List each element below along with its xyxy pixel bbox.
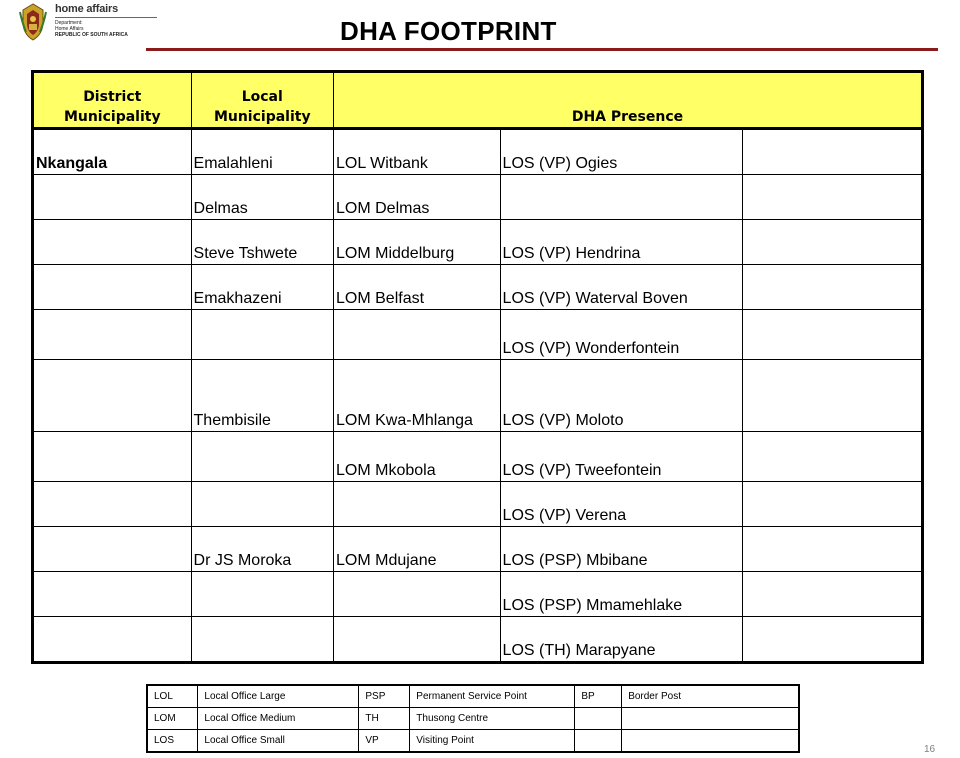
cell-district — [33, 527, 192, 572]
cell-district — [33, 310, 192, 360]
legend-abbrev — [575, 708, 622, 730]
legend-abbrev: VP — [359, 730, 410, 753]
cell-office — [334, 310, 501, 360]
legend-abbrev: PSP — [359, 685, 410, 708]
cell-service-point: LOS (VP) Waterval Boven — [500, 265, 743, 310]
table-row — [33, 175, 923, 220]
legend-abbrev — [575, 730, 622, 753]
table-row — [33, 527, 923, 572]
legend-meaning: Local Office Large — [198, 685, 359, 708]
cell-district — [33, 220, 192, 265]
cell-office: LOM Belfast — [334, 265, 501, 310]
legend-meaning: Local Office Small — [198, 730, 359, 753]
cell-extra — [743, 482, 923, 527]
table-row — [33, 572, 923, 617]
cell-local — [191, 310, 333, 360]
logo-divider — [55, 17, 157, 18]
cell-office: LOL Witbank — [334, 129, 501, 175]
legend-abbrev: LOM — [147, 708, 198, 730]
table-row — [33, 310, 923, 360]
cell-extra — [743, 572, 923, 617]
cell-local — [191, 482, 333, 527]
cell-extra — [743, 617, 923, 663]
cell-office — [334, 572, 501, 617]
cell-district — [33, 617, 192, 663]
cell-office: LOM Middelburg — [334, 220, 501, 265]
cell-service-point: LOS (VP) Wonderfontein — [500, 310, 743, 360]
cell-office — [334, 482, 501, 527]
table-row — [33, 617, 923, 663]
cell-service-point: LOS (VP) Ogies — [500, 129, 743, 175]
cell-extra — [743, 129, 923, 175]
logo-line-1: Department: — [55, 20, 83, 26]
cell-district — [33, 175, 192, 220]
cell-office: LOM Kwa-Mhlanga — [334, 360, 501, 432]
abbreviation-legend — [146, 684, 800, 753]
legend-meaning: Border Post — [622, 685, 799, 708]
logo-line-3: REPUBLIC OF SOUTH AFRICA — [55, 32, 128, 38]
cell-district — [33, 572, 192, 617]
cell-extra — [743, 220, 923, 265]
cell-extra — [743, 265, 923, 310]
table-row — [33, 360, 923, 432]
header-district-municipality: District Municipality — [33, 72, 192, 129]
table-row — [33, 432, 923, 482]
legend-meaning: Permanent Service Point — [410, 685, 575, 708]
cell-local — [191, 572, 333, 617]
legend-meaning: Visiting Point — [410, 730, 575, 753]
legend-row — [147, 685, 799, 708]
cell-district — [33, 482, 192, 527]
legend-row — [147, 730, 799, 753]
dha-presence-table — [31, 70, 924, 664]
page-title: DHA FOOTPRINT — [340, 16, 557, 46]
legend-meaning — [622, 730, 799, 753]
table-row — [33, 220, 923, 265]
cell-district: Nkangala — [33, 129, 192, 175]
header-dha-presence: DHA Presence — [334, 72, 923, 129]
cell-service-point — [500, 175, 743, 220]
cell-extra — [743, 310, 923, 360]
cell-local: Emakhazeni — [191, 265, 333, 310]
legend-row — [147, 708, 799, 730]
legend-meaning: Local Office Medium — [198, 708, 359, 730]
cell-office: LOM Delmas — [334, 175, 501, 220]
cell-service-point: LOS (VP) Hendrina — [500, 220, 743, 265]
cell-extra — [743, 527, 923, 572]
legend-abbrev: LOS — [147, 730, 198, 753]
legend-abbrev: LOL — [147, 685, 198, 708]
cell-extra — [743, 175, 923, 220]
logo-line-2: Home Affairs — [55, 26, 84, 32]
cell-local: Delmas — [191, 175, 333, 220]
cell-local — [191, 432, 333, 482]
legend-abbrev: TH — [359, 708, 410, 730]
table-header-row — [33, 72, 923, 129]
home-affairs-logo — [18, 2, 143, 42]
cell-district — [33, 432, 192, 482]
legend-meaning: Thusong Centre — [410, 708, 575, 730]
cell-district — [33, 360, 192, 432]
cell-service-point: LOS (PSP) Mbibane — [500, 527, 743, 572]
coat-of-arms-icon — [18, 2, 48, 42]
cell-service-point: LOS (VP) Moloto — [500, 360, 743, 432]
cell-local: Dr JS Moroka — [191, 527, 333, 572]
cell-extra — [743, 432, 923, 482]
cell-office: LOM Mdujane — [334, 527, 501, 572]
header-local-municipality: Local Municipality — [191, 72, 333, 129]
title-underline — [146, 48, 938, 51]
cell-service-point: LOS (PSP) Mmamehlake — [500, 572, 743, 617]
cell-district — [33, 265, 192, 310]
legend-abbrev: BP — [575, 685, 622, 708]
cell-office: LOM Mkobola — [334, 432, 501, 482]
cell-local: Thembisile — [191, 360, 333, 432]
table-row — [33, 265, 923, 310]
legend-meaning — [622, 708, 799, 730]
cell-office — [334, 617, 501, 663]
cell-service-point: LOS (TH) Marapyane — [500, 617, 743, 663]
cell-local: Steve Tshwete — [191, 220, 333, 265]
cell-service-point: LOS (VP) Verena — [500, 482, 743, 527]
cell-extra — [743, 360, 923, 432]
cell-local: Emalahleni — [191, 129, 333, 175]
cell-local — [191, 617, 333, 663]
cell-service-point: LOS (VP) Tweefontein — [500, 432, 743, 482]
table-row — [33, 129, 923, 175]
table-row — [33, 482, 923, 527]
page-number: 16 — [924, 744, 936, 755]
logo-brand-text: home affairs — [55, 3, 119, 15]
